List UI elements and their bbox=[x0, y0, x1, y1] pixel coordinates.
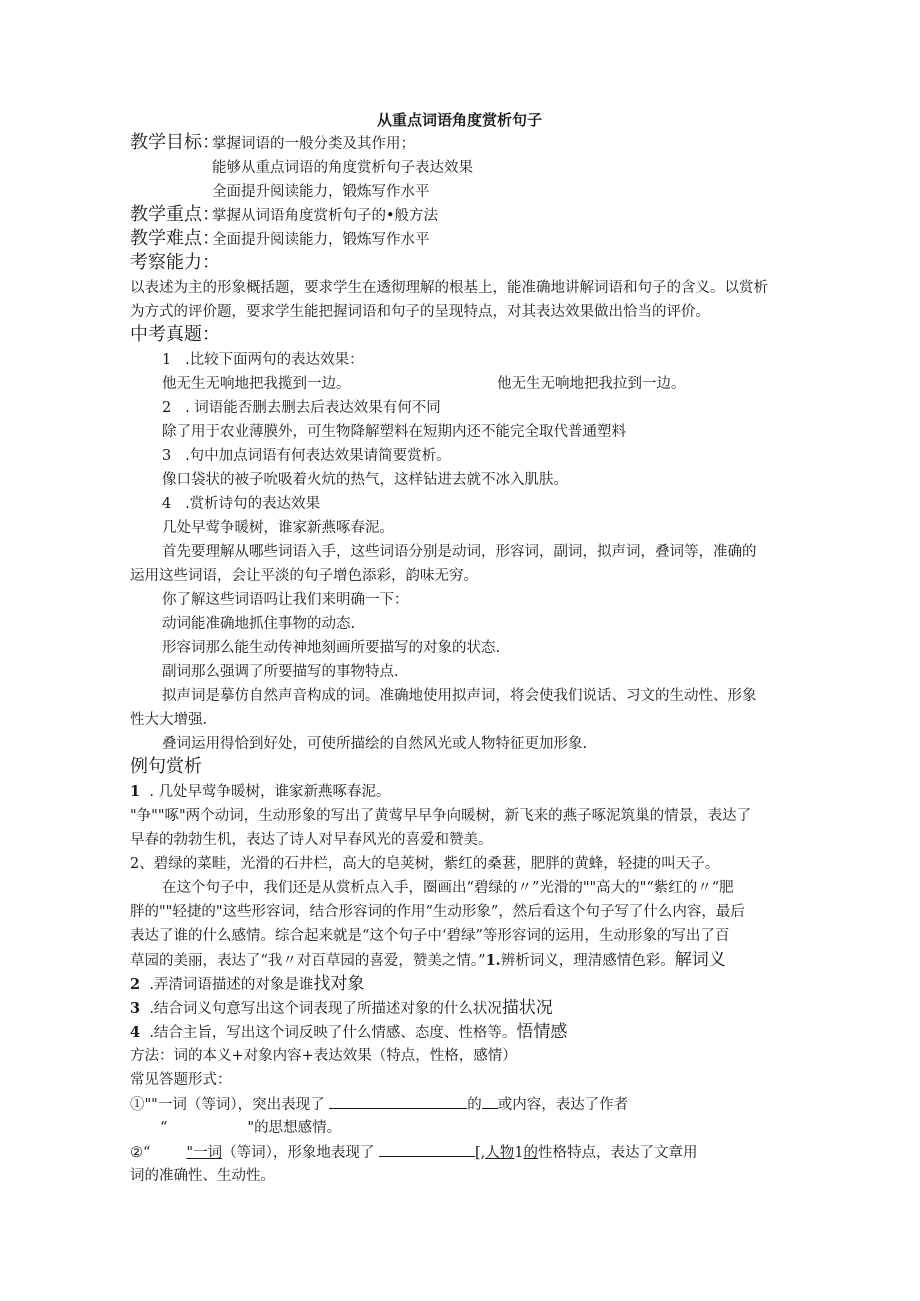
step-2: 2 .弄清词语描述的对象是谁找对象 bbox=[130, 974, 365, 994]
form-1-line-1: ①""一词（等词），突出表现了 的 或内容，表达了作者 bbox=[130, 1094, 628, 1115]
exam-q3-s: 像口袋状的被子吮吸着火炕的热气，这样钻进去就不冰入肌肤。 bbox=[162, 472, 568, 488]
forms-label: 常见答题形式： bbox=[130, 1072, 232, 1088]
page-title: 从重点词语角度赏析句子 bbox=[377, 111, 543, 129]
explain-question: 你了解这些词语吗让我们来明确一下： bbox=[162, 592, 409, 608]
exam-q1-a: 他无生无响地把我揽到一边。 bbox=[162, 376, 351, 392]
goal-1: 掌握词语的一般分类及其作用； bbox=[212, 136, 415, 152]
focus-text: 掌握从词语角度赏析句子的•般方法 bbox=[212, 208, 439, 224]
step-4: 4 .结合主旨，写出这个词反映了什么情感、态度、性格等。悟情感 bbox=[130, 1022, 568, 1042]
example-1-analysis-2: 早春的勃勃生机，表达了诗人对早春风光的喜爱和赞美。 bbox=[130, 832, 493, 848]
example-1-analysis-1: "争""啄"两个动词，生动形象的写出了黄莺早早争向暖树，新飞来的燕子啄泥筑巢的情景，表达了 bbox=[130, 808, 752, 824]
example-2-analysis-1: 在这个句子中，我们还是从赏析点入手，圈画出“碧绿的〃”光滑的""高大的"“紫红的〃“肥 bbox=[162, 880, 734, 896]
explain-ono-line-2: 性大大增强. bbox=[130, 712, 208, 728]
difficulty-text: 全面提升阅读能力，锻炼写作水平 bbox=[212, 232, 430, 248]
example-2-analysis-2: 胖的""轻捷的"这些形容词，结合形容词的作用“生动形象”，然后看这个句子写了什么内容，最后 bbox=[130, 904, 745, 920]
exam-q2: 2 . 词语能否删去删去后表达效果有何不同 bbox=[162, 400, 441, 416]
explain-ono-line-1: 拟声词是摹仿自然声音构成的词。准确地使用拟声词，将会使我们说话、习文的生动性、形象 bbox=[162, 688, 757, 704]
exam-label: 中考真题： bbox=[130, 324, 220, 345]
goals-label: 教学目标： bbox=[130, 132, 220, 153]
exam-q2-s: 除了用于农业薄膜外，可生物降解塑料在短期内还不能完全取代普通塑料 bbox=[162, 424, 626, 440]
example-1: 1 . 几处早莺争暖树，谁家新燕啄春泥。 bbox=[130, 783, 391, 800]
ability-line-2: 为方式的评价题，要求学生能把握词语和句子的呈现特点，对其表达效果做出恰当的评价。 bbox=[130, 304, 710, 320]
explain-adj: 形容词那么能生动传神地刻画所要描写的对象的状态. bbox=[162, 640, 501, 656]
method: 方法：词的本义+对象内容+表达效果（特点，性格，感情） bbox=[130, 1048, 517, 1064]
step-3: 3 .结合词义句意写出这个词表现了所描述对象的什么状况描状况 bbox=[130, 998, 553, 1018]
difficulty-label: 教学难点： bbox=[130, 228, 220, 249]
ability-line-1: 以表述为主的形象概括题，要求学生在透彻理解的根基上，能准确地讲解词语和句子的含义。以赏析 bbox=[130, 280, 768, 296]
exam-q4-s: 几处早莺争暖树，谁家新燕啄春泥。 bbox=[162, 520, 394, 536]
explain-redup: 叠词运用得恰到好处，可使所描绘的自然风光或人物特征更加形象. bbox=[162, 736, 588, 752]
example-2-analysis-4: 草园的美丽，表达了“我〃对百草园的喜爱，赞美之情。”1.辨析词义，理清感情色彩。解词义 bbox=[130, 950, 726, 970]
ability-label: 考察能力： bbox=[130, 252, 220, 273]
explain-p1-line-1: 首先要理解从哪些词语入手，这些词语分别是动词，形容词，副词，拟声词，叠词等，准确的 bbox=[162, 544, 757, 560]
focus-label: 教学重点： bbox=[130, 204, 220, 225]
explain-p1-line-2: 运用这些词语，会让平淡的句子增色添彩，韵味无穷。 bbox=[130, 568, 478, 584]
form-2-line-1: ②“ "一词（等词），形象地表现了 [,人物1的性格特点，表达了文章用 bbox=[130, 1142, 697, 1163]
example-2: 2、碧绿的菜畦，光滑的石井栏，高大的皂荚树，紫红的桑葚，肥胖的黄蜂，轻捷的叫天子。 bbox=[130, 856, 720, 872]
example-2-analysis-3: 表达了谁的什么感情。综合起来就是“这个句子中‘碧绿”等形容词的运用，生动形象的写出了百 bbox=[130, 928, 730, 944]
exam-q1: 1 .比较下面两句的表达效果： bbox=[162, 352, 364, 368]
explain-verb: 动词能准确地抓住事物的动态. bbox=[162, 616, 356, 632]
exam-q4: 4 .赏析诗句的表达效果 bbox=[162, 496, 321, 512]
exam-q1-b: 他无生无响地把我拉到一边。 bbox=[497, 376, 686, 392]
form-2-line-2: 词的准确性、生动性。 bbox=[130, 1168, 275, 1184]
goal-3: 全面提升阅读能力，锻炼写作水平 bbox=[212, 184, 430, 200]
explain-adv: 副词那么强调了所要描写的事物特点. bbox=[162, 664, 399, 680]
examples-label: 例句赏析 bbox=[130, 756, 202, 777]
goal-2: 能够从重点词语的角度赏析句子表达效果 bbox=[212, 160, 473, 176]
exam-q3: 3 .句中加点词语有何表达效果请简要赏析。 bbox=[162, 448, 451, 464]
form-1-line-2: “ "的思想感情。 bbox=[160, 1120, 342, 1136]
